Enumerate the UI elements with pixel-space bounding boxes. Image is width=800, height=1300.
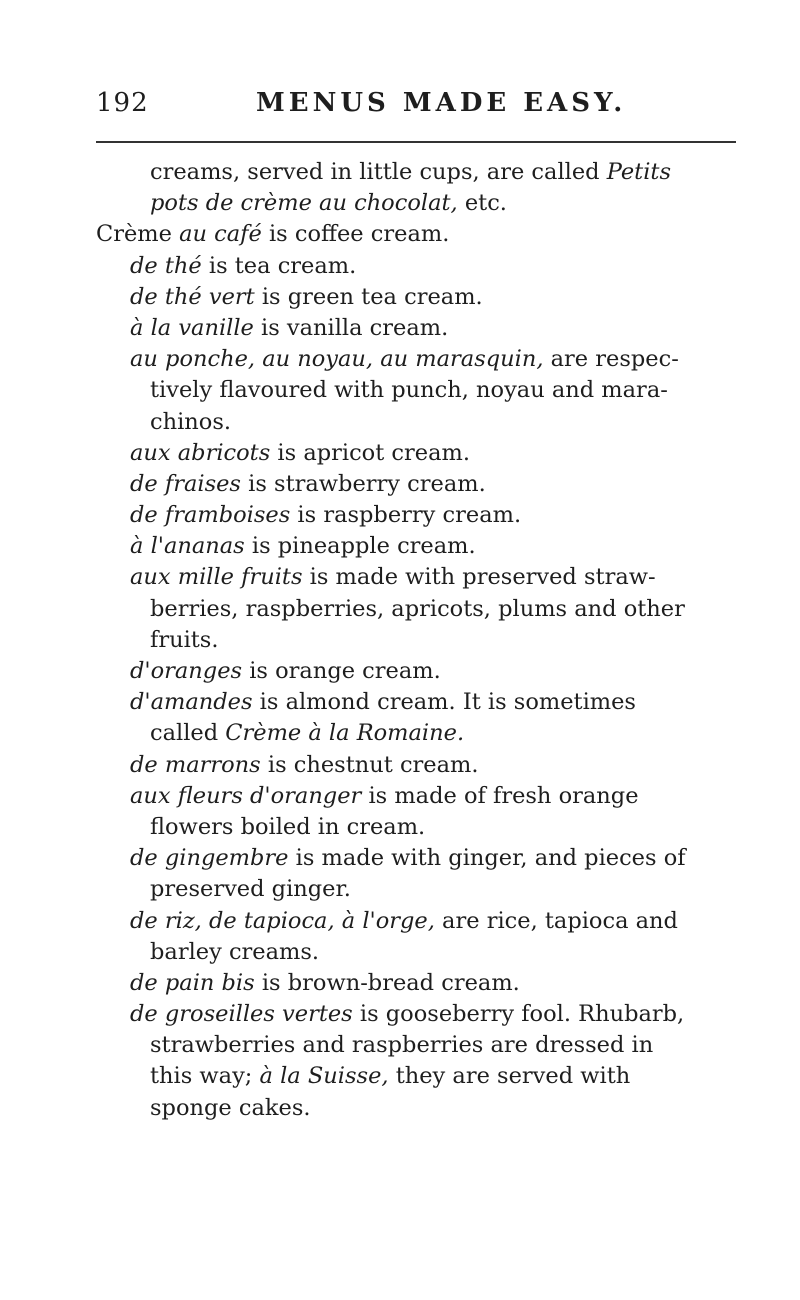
text-span: is orange cream. (242, 658, 441, 684)
italic-term: de marrons (130, 751, 261, 778)
text-span: is green tea cream. (254, 283, 483, 310)
text-line: strawberries and raspberries are dressed in (150, 1032, 654, 1059)
text-line (96, 282, 756, 313)
text-line (96, 656, 756, 687)
text-line (96, 531, 756, 562)
text-span: is coffee cream. (261, 221, 450, 248)
text-span: is strawberry cream. (240, 470, 486, 497)
text-span: are respec- (543, 346, 679, 373)
text-span: is chestnut cream. (260, 751, 479, 778)
italic-term: de framboises (130, 502, 291, 529)
text-line (96, 968, 756, 999)
italic-term: aux fleurs d'oranger (130, 782, 362, 809)
text-span: Crème (96, 221, 180, 248)
italic-term: de thé vert (130, 283, 255, 310)
italic-term: à la vanille (130, 314, 254, 341)
italic-term: de riz, de tapioca, à l'orge, (130, 907, 435, 934)
text-span: called (150, 720, 226, 747)
italic-term: de gingembre (130, 845, 289, 872)
italic-term: aux mille fruits (130, 564, 303, 591)
text-span: is made with preserved straw- (302, 564, 656, 591)
text-line (96, 906, 756, 937)
header-rule (96, 141, 736, 143)
italic-term: Petits (606, 159, 671, 185)
text-span: is vanilla cream. (253, 314, 449, 341)
text-span: is apricot cream. (270, 439, 470, 466)
page-header (96, 88, 736, 128)
text-span: creams, served in little cups, are called (150, 159, 607, 185)
page-number: 192 (96, 88, 149, 118)
text-line: tively flavoured with punch, noyau and mara- (150, 377, 668, 404)
text-span: is made with ginger, and pieces of (288, 845, 686, 872)
text-line (96, 500, 756, 531)
text-span: they are served with (388, 1063, 631, 1090)
text-span: is almond cream. It is sometimes (252, 689, 636, 716)
text-line (96, 781, 756, 812)
text-span: is pineapple cream. (244, 533, 476, 560)
text-line (96, 344, 756, 375)
text-line (96, 843, 756, 874)
text-line (96, 438, 756, 469)
italic-term: Crème à la Romaine. (225, 720, 465, 747)
italic-term: de thé (130, 252, 202, 279)
text-line (96, 750, 756, 781)
text-line: fruits. (150, 626, 219, 653)
italic-term: à la Suisse, (259, 1063, 389, 1090)
text-line: chinos. (150, 408, 232, 435)
italic-term: à l'ananas (130, 533, 245, 560)
text-line (96, 687, 756, 718)
text-span: is tea cream. (201, 252, 357, 279)
text-line (96, 219, 756, 250)
text-span: are rice, tapioca and (434, 907, 678, 934)
text-span: is raspberry cream. (290, 502, 522, 529)
text-span: is brown-bread cream. (254, 969, 520, 996)
text-line (96, 718, 756, 749)
text-line (96, 469, 756, 500)
italic-term: d'oranges (130, 658, 243, 684)
text-line (96, 157, 756, 188)
text-line (96, 1061, 756, 1092)
text-span: is made of fresh orange (361, 782, 639, 809)
text-line (96, 313, 756, 344)
text-line: berries, raspberries, apricots, plums and other (150, 595, 685, 622)
text-line (96, 562, 756, 593)
italic-term: aux abricots (130, 439, 271, 466)
italic-term: de pain bis (130, 969, 255, 996)
italic-term: pots de crème au chocolat, (150, 190, 458, 217)
italic-term: au ponche, au noyau, au marasquin, (130, 346, 544, 373)
italic-term: d'amandes (130, 689, 253, 716)
italic-term: de fraises (130, 470, 241, 497)
text-line: sponge cakes. (150, 1094, 311, 1121)
text-line: barley creams. (150, 938, 320, 965)
text-span: is gooseberry fool. Rhubarb, (352, 1001, 685, 1028)
text-line (96, 251, 756, 282)
running-title: MENUS MADE EASY. (256, 88, 627, 118)
italic-term: au café (179, 221, 262, 248)
italic-term: de groseilles vertes (130, 1001, 353, 1028)
text-line: preserved ginger. (150, 876, 351, 903)
text-span: etc. (457, 190, 507, 217)
body-text (96, 157, 756, 1124)
text-line: flowers boiled in cream. (150, 813, 426, 840)
text-line (96, 999, 756, 1030)
text-span: this way; (150, 1063, 260, 1090)
text-line (96, 188, 756, 219)
